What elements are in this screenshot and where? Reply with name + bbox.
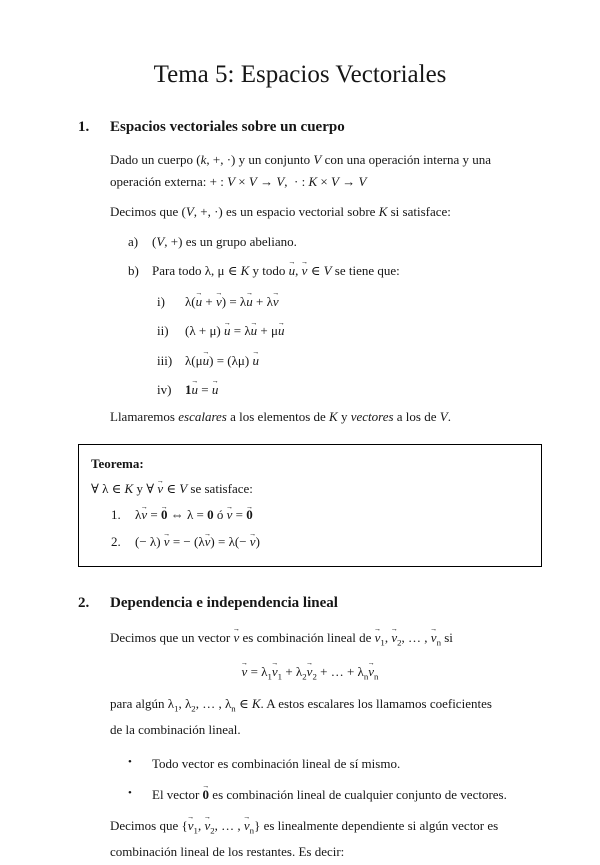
theorem-item-1-equation: λv → = 0 → ⇔ λ = 0 ó v → = 0 → [135, 502, 253, 529]
list-item-b [128, 258, 542, 284]
paragraph-scalars-vectors: Llamaremos escalares a los elementos de K y vectores a los de V. [110, 409, 451, 425]
bullet-icon: • [128, 786, 132, 799]
theorem-item-1 [111, 502, 529, 529]
theorem-title: Teorema: [91, 456, 144, 472]
list-item-b-text: Para todo λ, μ ∈ K y todo u →, v → ∈ V se tiene que: [152, 258, 542, 284]
axioms-list [110, 289, 542, 402]
axiom-iv-numeral: iv) [157, 381, 172, 397]
section-2-heading [78, 593, 542, 614]
list-item-b-label: b) [128, 262, 139, 278]
axiom-i-numeral: i) [157, 293, 165, 309]
axiom-iii [157, 348, 542, 373]
equation-linear-combination: v → = $\lambda_1v \to_1 + \lambda_2v \to_2$ + … + $\lambda_nv \to_n$ [78, 659, 542, 685]
axiom-ii [157, 318, 542, 343]
section-2-number: 2. [78, 594, 90, 611]
section-1-body [110, 149, 542, 429]
paragraph-coefficients: para algún $\lambda_1$, $\lambda_2$, … , $\lambda_n$ ∈ K. A estos escalares los llamamos coeficientes de la combinación lineal. [110, 695, 492, 737]
axiom-ii-numeral: ii) [157, 323, 169, 339]
theorem-item-2-equation: (− λ) v → = − (λv →) = λ(− v →) [135, 529, 260, 556]
section-2-title: Dependencia e independencia lineal [110, 594, 338, 611]
bullet-icon: • [128, 755, 132, 768]
axiom-iii-equation: λ(μu →) = (λμ) u → [185, 348, 259, 373]
bullet-item-zero-vector [128, 782, 542, 808]
bullet-item-zero-vector-text: El vector 0 → es combinación lineal de cualquier conjunto de vectores. [152, 782, 507, 808]
theorem-item-1-number: 1. [111, 507, 121, 523]
section-1-heading [78, 117, 542, 138]
paragraph-linear-dependence: Decimos que {$v \to_1$, $v \to_2$, … , $v \to_n$} es linealmente dependiente si algún vector es combinación lineal de los restantes. Es decir: [110, 813, 542, 865]
theorem-item-2-number: 2. [111, 534, 121, 550]
theorem-box [78, 444, 542, 566]
page-title: Tema 5: Espacios Vectoriales [153, 61, 447, 88]
section-1-title: Espacios vectoriales sobre un cuerpo [110, 118, 345, 135]
paragraph-vector-space-definition: Decimos que (V, +, ·) es un espacio vectorial sobre K si satisface: [110, 203, 451, 219]
paragraph-linear-combination: Decimos que un vector v → es combinación lineal de $v \to_1$, $v \to_2$, … , $v \to_n$ si [110, 625, 542, 651]
section-1-number: 1. [78, 118, 90, 135]
list-item-a-text: (V, +) es un grupo abeliano. [152, 233, 297, 249]
bullet-item-self-text: Todo vector es combinación lineal de sí mismo. [152, 755, 401, 771]
section-2-body [110, 625, 542, 865]
bullet-item-self [128, 751, 542, 777]
paragraph-field-definition: Dado un cuerpo (k, +, ·) y un conjunto V con una operación interna y una operación externa: + : V × V → V, · : K × V → V [110, 151, 491, 189]
axiom-i-equation: λ(u → + v →) = λu → + λv → [185, 289, 279, 314]
axiom-ii-equation: (λ + μ) u → = λu → + μu → [185, 318, 284, 343]
axiom-iii-numeral: iii) [157, 352, 173, 368]
list-item-a [128, 231, 542, 253]
list-item-a-label: a) [128, 233, 139, 249]
axiom-iv-equation: 1u → = u → [185, 377, 218, 402]
theorem-item-2 [111, 529, 529, 556]
axiom-iv [157, 377, 542, 402]
axiom-i [157, 289, 542, 314]
theorem-statement: ∀ λ ∈ K y ∀ v → ∈ V se satisface: [91, 476, 529, 502]
